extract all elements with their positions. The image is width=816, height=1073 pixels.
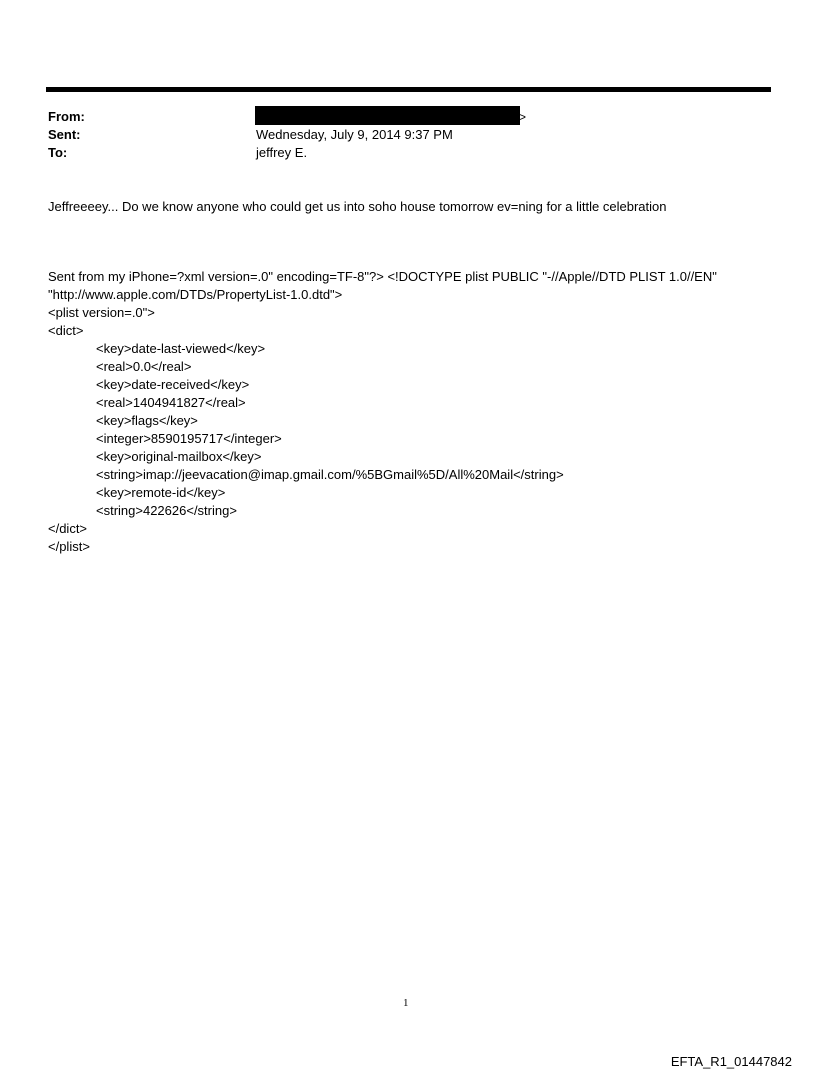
- header-divider: [46, 87, 771, 92]
- dict-entry: <string>imap://jeevacation@imap.gmail.com/%5BGmail%5D/All%20Mail</string>: [96, 467, 564, 482]
- sent-from-line-1: Sent from my iPhone=?xml version=.0" encoding=TF-8"?> <!DOCTYPE plist PUBLIC "-//Apple//DTD PLIST 1.0//EN": [48, 269, 717, 284]
- plist-close: </plist>: [48, 539, 90, 554]
- dict-entry: <key>remote-id</key>: [96, 485, 226, 500]
- dict-entry: <real>1404941827</real>: [96, 395, 246, 410]
- redaction-block: [255, 106, 520, 125]
- from-value-tail: >: [519, 110, 527, 124]
- from-label: From:: [48, 109, 85, 124]
- dict-entry: <real>0.0</real>: [96, 359, 192, 374]
- dict-entry: <key>flags</key>: [96, 413, 198, 428]
- dict-open: <dict>: [48, 323, 84, 338]
- page-number: 1: [403, 997, 409, 1009]
- to-label: To:: [48, 145, 68, 160]
- dict-entry: <integer>8590195717</integer>: [96, 431, 282, 446]
- plist-open: <plist version=.0">: [48, 305, 155, 320]
- sent-from-line-2: "http://www.apple.com/DTDs/PropertyList-1.0.dtd">: [48, 287, 343, 302]
- dict-entry: <key>original-mailbox</key>: [96, 449, 262, 464]
- dict-entry: <key>date-received</key>: [96, 377, 250, 392]
- sent-value: Wednesday, July 9, 2014 9:37 PM: [256, 127, 453, 142]
- dict-entry: <key>date-last-viewed</key>: [96, 341, 266, 356]
- to-value: jeffrey E.: [256, 145, 308, 160]
- dict-entry: <string>422626</string>: [96, 503, 237, 518]
- sent-label: Sent:: [48, 127, 81, 142]
- dict-close: </dict>: [48, 521, 88, 536]
- document-id: EFTA_R1_01447842: [670, 1054, 792, 1069]
- message-body: Jeffreeeey... Do we know anyone who could get us into soho house tomorrow ev=ning for a little celebration: [48, 199, 667, 214]
